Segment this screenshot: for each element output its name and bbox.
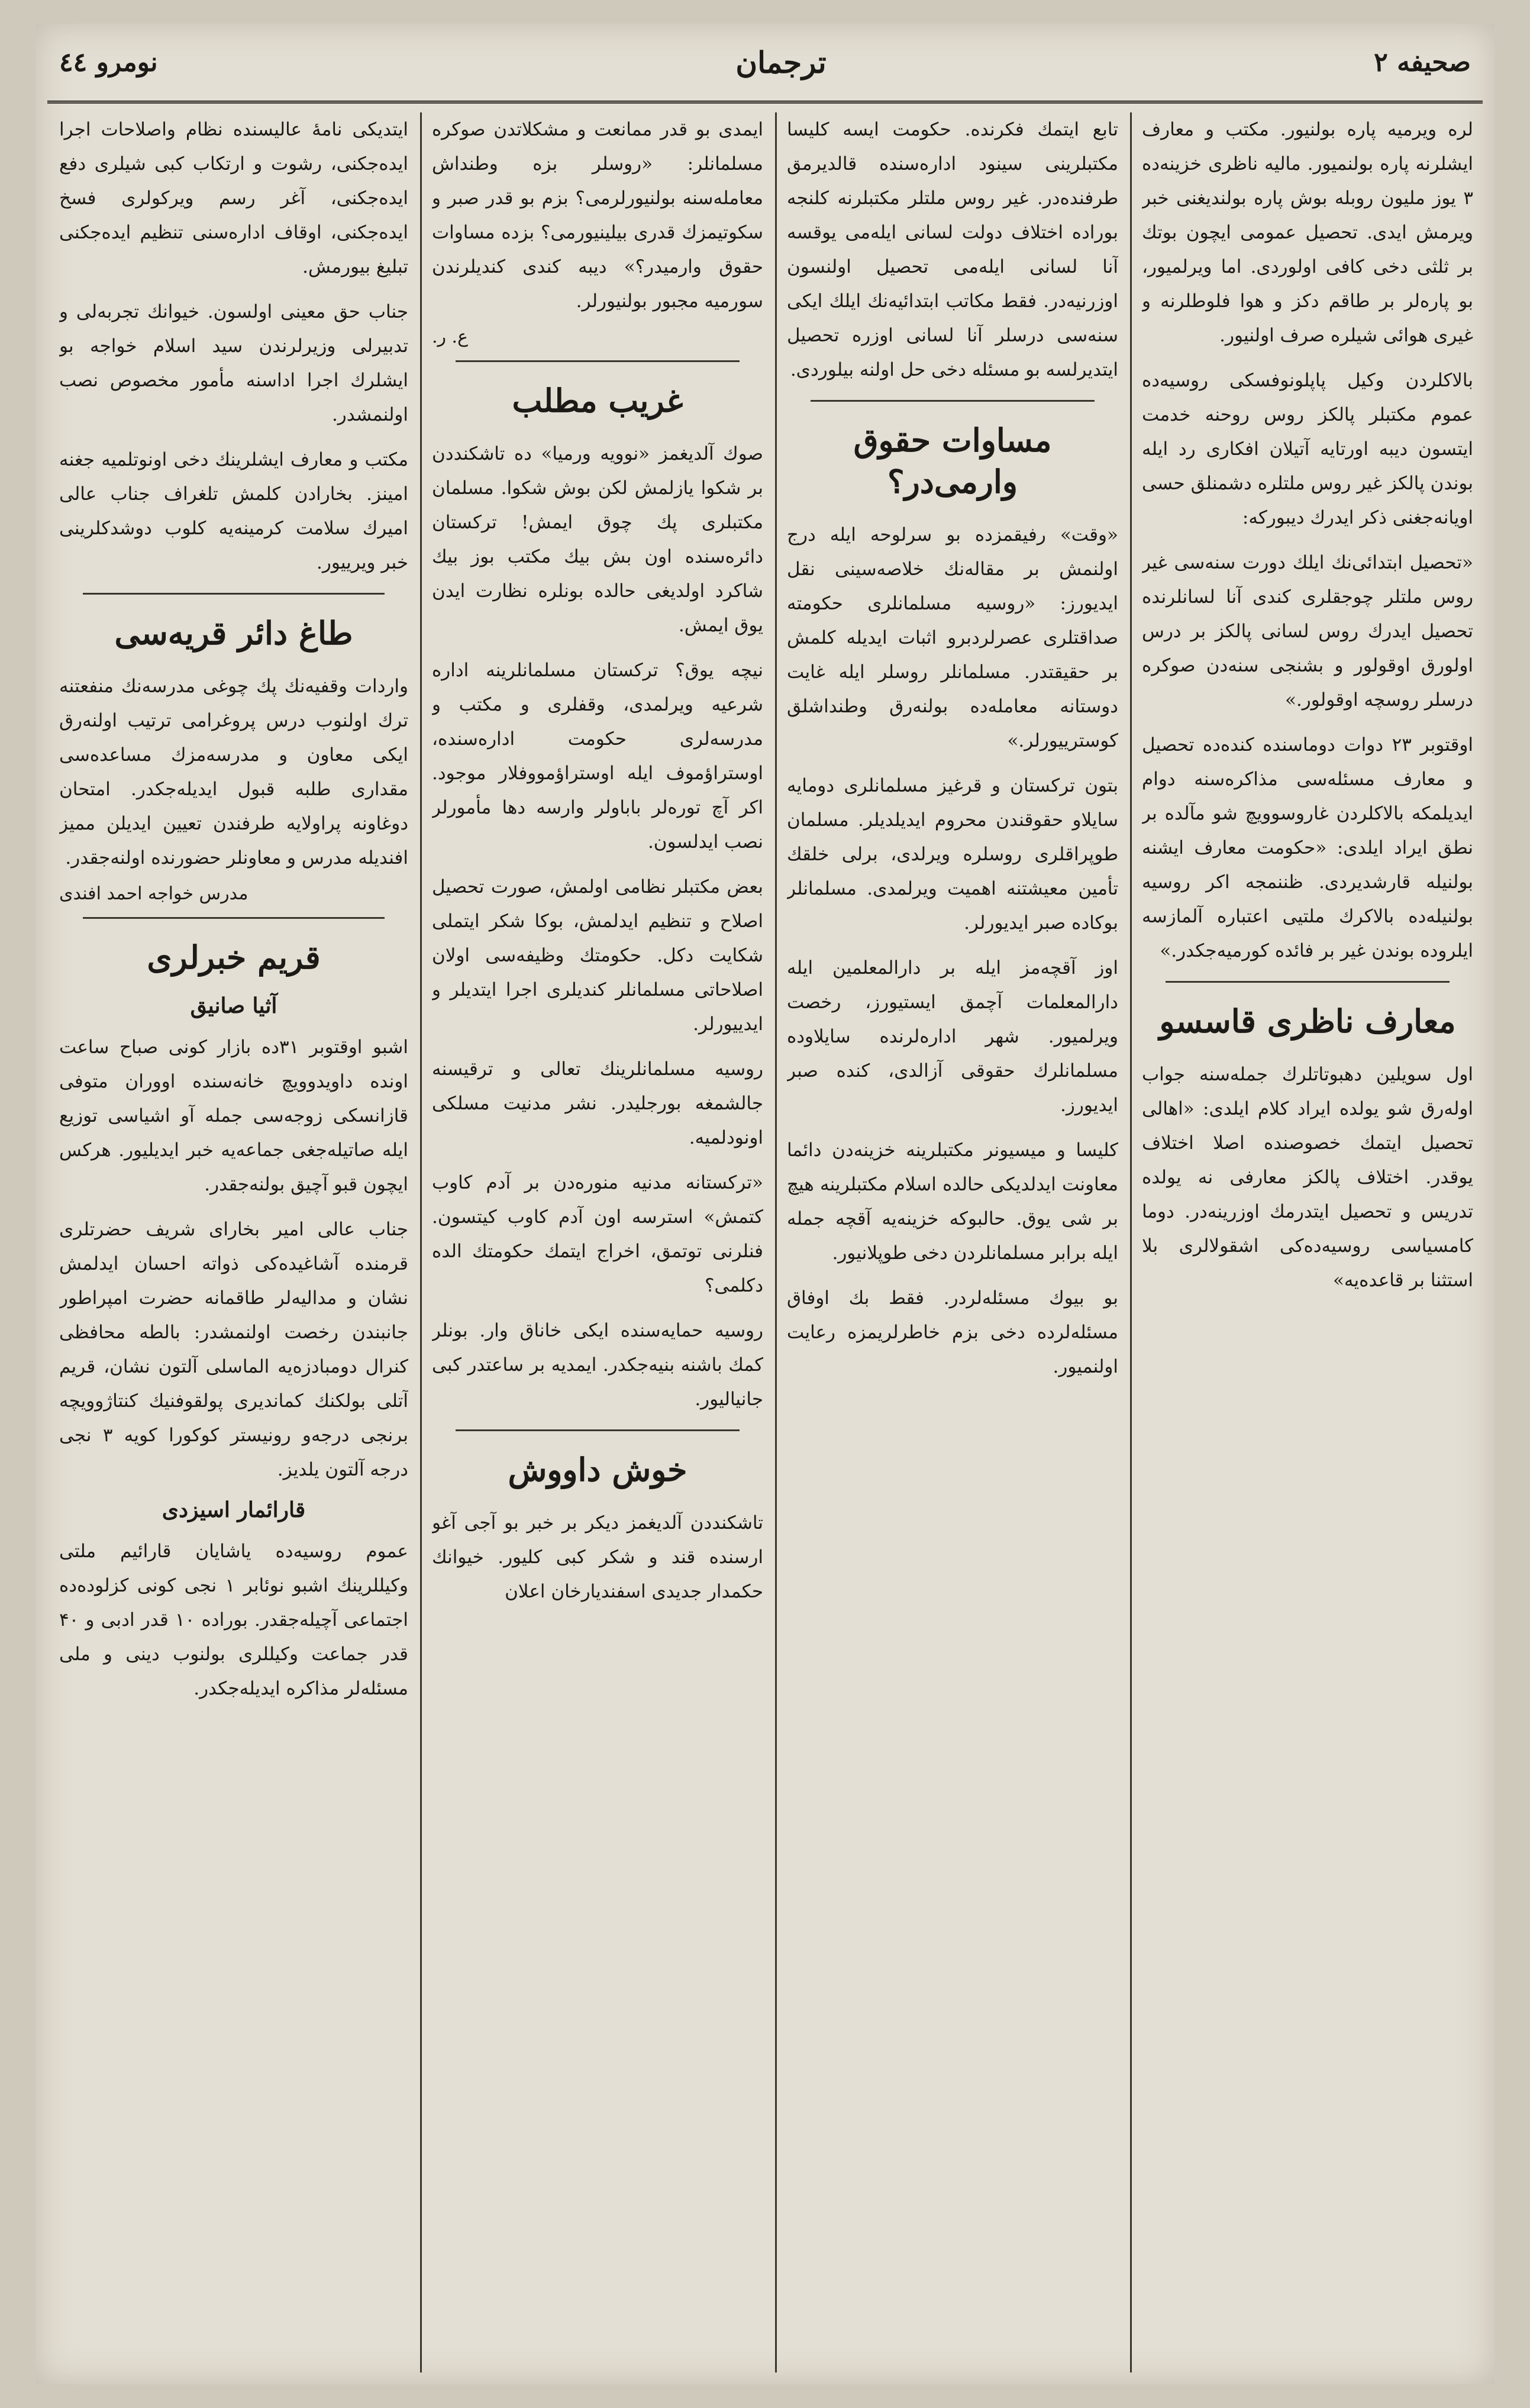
- issue-number: نومرو ٤٤: [59, 47, 158, 78]
- section-divider: [811, 400, 1095, 402]
- page-label: صحیفه ۲: [1374, 47, 1471, 78]
- article-paragraph: «تحصیل ابتدائی‌نك ایلك دورت سنه‌سی غیر روس ملتلر چوجقلری کندی آنا لسانلرنده تحصیل ایدرك روس لسانی پالکز بر درس اولورق اوقولور و بشنجی سنه‌دن صوکره درسلر روسچه اوقولور.»: [1142, 552, 1473, 711]
- article-paragraph: صوك آلدیغمز «نوویه ورمیا» ده تاشکنددن بر شکوا یازلمش لکن بوش شکوا. مسلمان مکتبلری پك چوق ایمش! ترکستان دائره‌سنده اون بش بیك مکتب بوز بیك شاکرد اولدیغی حالده بونلره نظارت ایدن یوق ایمش.: [432, 443, 763, 636]
- article-paragraph: ایتدیکی نامهٔ عالیسنده نظام واصلاحات اجرا ایده‌جکنی، رشوت و ارتکاب کبی شیلری دفع ایده‌جکنی، آغر رسم ویرکولری فسخ ایده‌جکنی، اوقاف ادارەسنی تنظیم ایده‌جکنی تبلیغ بیورمش.: [59, 119, 408, 277]
- article-headline: مساوات حقوق وارمی‌در؟: [853, 421, 1052, 501]
- column-4: [59, 112, 408, 2373]
- column-1: [1142, 112, 1473, 2373]
- article-paragraph: جناب حق معینی اولسون. خیوانك تجربه‌لی و تدبیرلی وزیرلرندن سید اسلام خواجه بو ایشلرك اجرا اداسنه مأمور مخصوص نصب اولنمشدر.: [59, 301, 408, 425]
- article-subheading: قارائمار اسیزدی: [162, 1497, 306, 1522]
- newspaper-title: ترجمان: [735, 45, 827, 80]
- article-paragraph: واردات وقفیه‌نك پك چوغی مدرسه‌نك منفعتنه ترك اولنوب درس پروغرامی ترتیب اولنەرق ایکی معاون و مدرسه‌مزك مساعده‌سی مقداری طلبه قبول ایدیله‌جکدر. امتحان دوغاونه پراولایه طرفندن تعیین ایدیلن ممیز افندیله مدرس و معاونلر حضورنده اولنه‌جقدر.: [59, 676, 408, 869]
- article-paragraph: مکتب و معارف ایشلرینك دخی اونوتلمیه جغنه امینز. بخارادن کلمش تلغراف جناب عالی امیرك سلامت کرمینه‌یه کلوب دوشدکلرینی خبر ویرییور.: [59, 449, 408, 573]
- article-paragraph: «وقت» رفیقمزده بو سرلوحه ایله درج اولنمش بر مقاله‌نك خلاصه‌سینی نقل ایدیورز: «روسیه مسلمانلری حکومته صداقتلری عصرلردبرو اثبات ایدیله کلمش بر حقیقتدر. مسلمانلر روسلر ایله غایت دوستانه معامله‌ده بولنەرق وطنداشلق کوسترییورلر.»: [787, 524, 1118, 751]
- article-paragraph: عموم روسیه‌ده یاشایان قارائیم ملتی وکیللرینك اشبو نوئابر ۱ نجی کونی کزلوده‌ده اجتماعی آچیله‌جقدر. بوراده ۱۰ قدر ادبی و ۴۰ قدر جماعت وکیللری بولنوب دینی و ملی مسئله‌لر مذاکره ایدیله‌جکدر.: [59, 1541, 408, 1699]
- article-paragraph: اول سویلین دهبوتاتلرك جمله‌سنه جواب اولەرق شو یولده ایراد کلام ایلدی: «اهالی تحصیل ایتمك خصوصنده اصلا اختلاف یوقدر. اختلاف پالکز معارفی نه یولده تدریس و تحصیل ایتدرمك اوزرینه‌در. دوما کامسیاسی روسیه‌ده‌کی اشقولالری بلا استثنا بر قاعده‌یه»: [1142, 1064, 1473, 1291]
- section-divider: [83, 917, 385, 919]
- article-subheading: آثیا صانیق: [190, 993, 277, 1018]
- section-divider: [456, 1429, 740, 1431]
- article-paragraph: بعض مکتبلر نظامی اولمش، صورت تحصیل اصلاح و تنظیم ایدلمش، بوکا شکر ایتملی شکایت دکل. حکومتك وظیفه‌سی اولان اصلاحاتی مسلمانلر کندیلری اجرا ایتدیلر و ایدییورلر.: [432, 876, 763, 1035]
- article-headline: قریم خبرلری: [147, 938, 321, 976]
- article-paragraph: اوز آقچه‌مز ایله بر دارالمعلمین ایله دارالمعلمات آچمق ایستیورز، رخصت ویرلمیور. شهر ادارەلرنده سایلاوده مسلمانلرك حقوقی آزالدی، کنده صبر ایدیورز.: [787, 957, 1118, 1116]
- article-headline: غریب مطلب: [512, 382, 683, 419]
- article-paragraph: ایمدی بو قدر ممانعت و مشکلاتدن صوکره مسلمانلر: «روسلر بزه وطنداش معامله‌سنه بولنیورلرمی؟ بزم بو قدر صبر و سکوتیمزك قدری بیلینیورمی؟ بزده مساوات حقوق وارمیدر؟» دیبه کندی کندیلرندن سورمیه مجبور بولنیورلر.: [432, 119, 763, 312]
- article-paragraph: لره ویرمیه پاره بولنیور. مکتب و معارف ایشلرنه پاره بولنمیور. مالیه ناظری خزینه‌ده ۳ یوز ملیون روبله بوش پاره بولندیغنی خبر ویرمش ایدی. تحصیل عمومی ایچون بوتك بر ثلثی دخی کافی اولوردی. اما ویرلمیور، بو پاره‌لر بر طاقم دکز و هوا فلوطلرنه و غیری هوائی شیلره صرف اولنیور.: [1142, 119, 1473, 346]
- article-paragraph: کلیسا و میسیونر مکتبلرینه خزینه‌دن دائما معاونت ایدلدیکی حالده اسلام مکتبلرینه هیچ بر شی یوق. حالبوکه خزینه‌یه آقچه جمله ایله برابر مسلمانلردن دخی طوپلانیور.: [787, 1140, 1118, 1264]
- column-rule: [775, 112, 777, 2373]
- article-headline: طاغ دائر قریه‌سی: [114, 614, 353, 652]
- article-paragraph: بو بیوك مسئله‌لردر. فقط بك اوفاق مسئله‌لرده دخی بزم خاطرلریمزه رعایت اولنمیور.: [787, 1287, 1118, 1377]
- masthead: [47, 30, 1483, 104]
- article-paragraph: اوقتوبر ۲۳ دوات دوماسنده کنده‌ده تحصیل و معارف مسئله‌سی مذاکره‌سنه دوام ایدیلمکه بالاکلردن غاروسوویچ شو مآلده بر نطق ایراد ایلدی: «حکومت معارف ایشنه بولنیله قارشدیردی. ظننمجه اکر روسیه بولنیله‌ده بالاکرك ملتیی اعتباره آلمازسه ایلروده بوندن غیر بر فائده کورمیه‌جکدر.»: [1142, 734, 1473, 961]
- section-divider: [456, 360, 740, 362]
- section-divider: [1166, 981, 1450, 983]
- article-headline: خوش داووش: [508, 1451, 687, 1489]
- article-paragraph: روسیه مسلمانلرینك تعالی و ترقیسنه جالشمغه بورجلیدر. نشر مدنیت مسلکی اونودلمیه.: [432, 1058, 763, 1148]
- column-rule: [420, 112, 422, 2373]
- section-divider: [83, 593, 385, 595]
- article-headline: معارف ناظری قاسسو: [1159, 1002, 1456, 1040]
- article-paragraph: اشبو اوقتوبر ۳۱ده بازار کونی صباح ساعت اونده داویدوویچ خانه‌سنده اووران متوفی قازانسکی زوجه‌سی جمله آو اشیاسی توزیع ایله صاتیله‌جغی جماعه‌یه خبر ایدیلیور. هرکس ایچون قبو آچیق بولنه‌جقدر.: [59, 1037, 408, 1195]
- article-paragraph: تاشکنددن آلدیغمز دیکر بر خبر بو آجی آغو ارسنده قند و شکر کبی کلیور. خیوانك حکمدار جدیدی اسفندیارخان اعلان: [432, 1512, 763, 1602]
- newspaper-page: [35, 24, 1495, 2384]
- article-signature: مدرس خواجه احمد افندی: [59, 883, 248, 904]
- article-paragraph: بتون ترکستان و قرغیز مسلمانلری دومایه سایلاو حقوقندن محروم ایدیلدیلر. مسلمان طوپراقلری روسلره ویرلدی، برلی خلقك تأمین معیشتنه اهمیت ویرلمدی. مسلمانلر بوکاده صبر ایدیورلر.: [787, 775, 1118, 934]
- column-3: [432, 112, 763, 2373]
- article-paragraph: تابع ایتمك فکرنده. حکومت ایسه کلیسا مکتبلرینی سینود ادارەسنده قالدیرمق طرفنده‌در. غیر روس ملتلر مکتبلرنه کلنجه بوراده اختلاف دولت لسانی ایله‌می یوقسه آنا لسانی ایله‌می تحصیل اولنسون اوزرنیه‌در. فقط مکاتب ابتدائیه‌نك ایلك ایکی سنه‌سی درسلر آنا لسانی اوزره تحصیل ایتدیرلسه بو مسئله دخی حل اولنه بیلوردی.: [787, 119, 1118, 380]
- article-paragraph: جناب عالی امیر بخارای شریف حضرتلری قرمنده آشاغیده‌کی ذواته احسان ایدلمش نشان و مدالیه‌لر طاقمانه حضرت امپراطور جانبندن رخصت اولنمشدر: بالطه محافظی کنرال دومبادزه‌یه الماسلی آلتون نشان، قریم آتلی بولکنك کماندیری پولقوفنیك کنتاژوویچه برنجی درجه‌و رونیستر کوکورا کویه ۳ نجی درجه آلتون یلدیز.: [59, 1219, 408, 1480]
- article-paragraph: روسیه حمایه‌سنده ایکی خاناق وار. بونلر کمك باشنه بنیه‌جکدر. ایمدیه بر ساعتدر کبی جانیالیور.: [432, 1320, 763, 1410]
- column-2: [787, 112, 1118, 2373]
- article-paragraph: نیچه یوق؟ ترکستان مسلمانلرینه اداره شرعیه ویرلمدی، وقفلری و مکتب و مدرسه‌لری حکومت ادارەسنده، اوستراؤموف ایله اوستراؤمووفلار موجود. اکر آچ توره‌لر باباولر وارسه دها مأمورلر نصب ایدلسون.: [432, 660, 763, 853]
- article-signature: ع. ر.: [432, 327, 468, 347]
- article-paragraph: «ترکستانه مدنیه منوره‌دن بر آدم کاوب کتمش» استرسه اون آدم کاوب کیتسون. فنلرنی توتمق، اخراج ایتمك حکومتك الده دکلمی؟: [432, 1172, 763, 1296]
- article-paragraph: بالاکلردن وکیل پاپلونوفسکی روسیه‌ده عموم مکتبلر پالکز روس روحنه خدمت ایتسون دیبه اورتایه آتیلان افکاری رد ایله بوندن پالکز غیر روس ملتلره دشمنلق حسی اویانه‌جغنی ذکر ایدرك دیبورکه:: [1142, 370, 1473, 528]
- column-rule: [1130, 112, 1132, 2373]
